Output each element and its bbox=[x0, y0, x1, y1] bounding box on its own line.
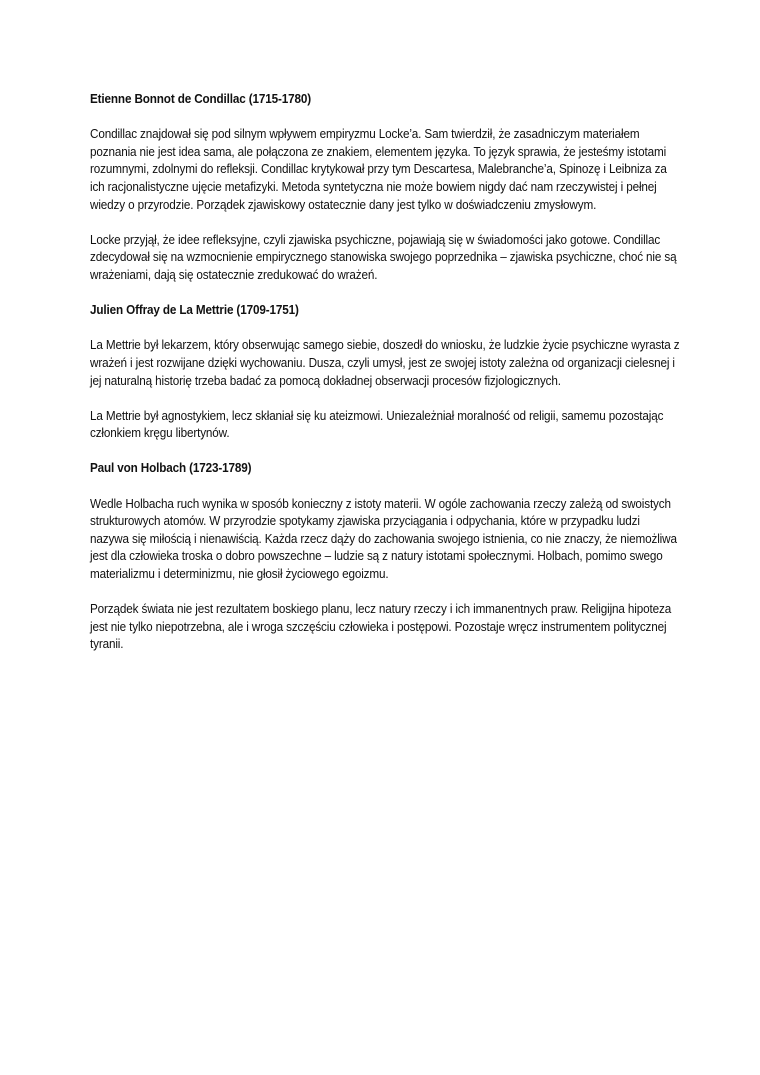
section-title: Paul von Holbach (1723-1789) bbox=[90, 461, 252, 476]
section-title: Etienne Bonnot de Condillac (1715-1780) bbox=[90, 92, 312, 106]
paragraph: La Mettrie był lekarzem, który obserwując samego siebie, doszedł do wniosku, że ludzkie życie psychiczne wyrasta z wrażeń i jest rozwijane dzięki wychowaniu. Dusza, czyli umysł, jest ze swojej istoty zależna od organizacji cielesnej i jej naturalną historię trzeba badać za pomocą dokładnej obserwacji procesów fizjologicznych. bbox=[90, 338, 680, 388]
section-holbach bbox=[90, 460, 680, 654]
paragraph: Condillac znajdował się pod silnym wpływem empiryzmu Locke’a. Sam twierdził, że zasadniczym materiałem poznania nie jest idea sama, ale połączona ze znakiem, elementem języka. To język sprawia, że jesteśmy istotami rozumnymi, zdolnymi do refleksji. Condillac krytykował przy tym Descartesa, Malebranche’a, Spinozę i Leibniza za ich racjonalistyczne ujęcie metafizyki. Metoda syntetyczna nie może bowiem nigdy dać nam rzeczywistej i pełnej wiedzy o przyrodzie. Porządek zjawiskowy ostatecznie dany jest tylko w doświadczeniu zmysłowym. bbox=[90, 127, 667, 212]
paragraph: Locke przyjął, że idee refleksyjne, czyli zjawiska psychiczne, pojawiają się w świadomości jako gotowe. Condillac zdecydował się na wzmocnienie empirycznego stanowiska swojego poprzednika – zjawiska psychiczne, choć nie są wrażeniami, dają się ostatecznie zredukować do wrażeń. bbox=[90, 232, 677, 282]
section-title: Julien Offray de La Mettrie (1709-1751) bbox=[90, 303, 299, 318]
document-body bbox=[90, 91, 680, 672]
section-condillac bbox=[90, 91, 680, 285]
paragraph: Wedle Holbacha ruch wynika w sposób konieczny z istoty materii. W ogóle zachowania rzeczy zależą od swoistych strukturowych atomów. W przyrodzie spotykamy zjawiska przyciągania i odpychania, które w przypadku ludzi nazywa się miłością i nienawiścią. Każda rzecz dąży do zachowania swojego istnienia, co nie znaczy, że niemożliwa jest dla człowieka troska o dobro powszechne – ludzie są z natury istotami społecznymi. Holbach, pomimo swego materializmu i determinizmu, nie głosił życiowego egoizmu. bbox=[90, 496, 677, 582]
section-la-mettrie bbox=[90, 302, 680, 443]
paragraph: La Mettrie był agnostykiem, lecz skłaniał się ku ateizmowi. Uniezależniał moralność od religii, samemu pozostając członkiem kręgu libertynów. bbox=[90, 408, 664, 441]
paragraph: Porządek świata nie jest rezultatem boskiego planu, lecz natury rzeczy i ich immanentnych praw. Religijna hipoteza jest nie tylko niepotrzebna, ale i wroga szczęściu człowieka i postępowi. Pozostaje wręcz instrumentem politycznej tyranii. bbox=[90, 602, 672, 652]
